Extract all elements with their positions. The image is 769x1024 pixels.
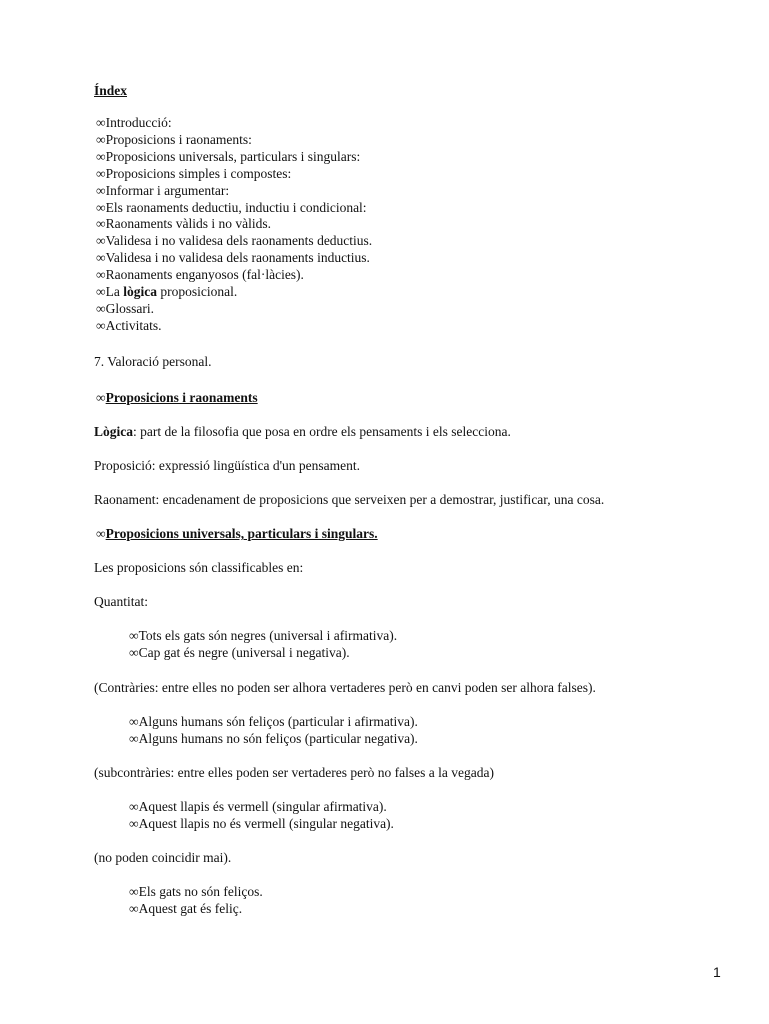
bullet-symbol: ∞	[96, 233, 106, 249]
bullet-symbol: ∞	[96, 115, 106, 130]
gats-examples	[129, 883, 263, 917]
list-item: ∞Alguns humans no són feliços (particular negativa).	[129, 731, 418, 746]
no-coincidir-note: (no poden coincidir mai).	[94, 850, 232, 865]
section-heading-proposicions-universals: ∞Proposicions universals, particulars i singulars.	[96, 526, 378, 541]
particular-examples	[129, 713, 418, 747]
logica-definition: Lògica: part de la filosofia que posa en ordre els pensaments i els selecciona.	[94, 424, 511, 439]
toc-item: ∞Validesa i no validesa dels raonaments inductius.	[96, 250, 370, 266]
bullet-symbol: ∞	[96, 199, 106, 215]
bullet-symbol: ∞	[96, 216, 106, 232]
toc-item: ∞Proposicions universals, particulars i singulars:	[96, 148, 361, 164]
singular-examples	[129, 798, 394, 832]
universal-examples	[129, 627, 397, 661]
page-title: Índex	[94, 83, 128, 98]
classification-intro: Les proposicions són classificables en:	[94, 560, 304, 575]
bullet-symbol: ∞	[96, 165, 106, 181]
contraries-note: (Contràries: entre elles no poden ser alhora vertaderes però en canvi poden ser alhora falses).	[94, 680, 596, 695]
list-item: ∞Cap gat és negre (universal i negativa).	[129, 645, 350, 660]
bullet-symbol: ∞	[129, 884, 139, 899]
subcontraries-note: (subcontràries: entre elles poden ser vertaderes però no falses a la vegada)	[94, 765, 494, 780]
bullet-symbol: ∞	[129, 645, 139, 660]
toc-item: ∞La lògica proposicional.	[96, 284, 238, 300]
toc-item: ∞Activitats.	[96, 317, 162, 333]
bullet-symbol: ∞	[129, 901, 139, 916]
toc-item: ∞Raonaments vàlids i no vàlids.	[96, 216, 271, 232]
toc-item: ∞Raonaments enganyosos (fal·làcies).	[96, 267, 304, 283]
bullet-symbol: ∞	[129, 714, 139, 729]
page-number: 1	[713, 964, 721, 980]
valoracio-personal: 7. Valoració personal.	[94, 354, 212, 369]
list-item: ∞Els gats no són feliços.	[129, 884, 263, 899]
bullet-symbol: ∞	[96, 317, 106, 333]
bullet-symbol: ∞	[129, 816, 139, 831]
bullet-symbol: ∞	[129, 628, 139, 643]
list-item: ∞Aquest gat és feliç.	[129, 901, 243, 916]
bullet-symbol: ∞	[96, 182, 106, 198]
toc-item: ∞Proposicions i raonaments:	[96, 131, 252, 147]
toc-item: ∞Proposicions simples i compostes:	[96, 165, 292, 181]
bullet-symbol: ∞	[96, 284, 106, 300]
toc-item: ∞Glossari.	[96, 300, 154, 316]
table-of-contents	[96, 115, 372, 335]
toc-item: ∞Els raonaments deductiu, inductiu i condicional:	[96, 199, 367, 215]
bullet-symbol: ∞	[129, 799, 139, 814]
bullet-symbol: ∞	[96, 390, 106, 405]
raonament-definition: Raonament: encadenament de proposicions que serveixen per a demostrar, justificar, una cosa.	[94, 492, 605, 507]
toc-item: ∞Validesa i no validesa dels raonaments deductius.	[96, 233, 373, 249]
list-item: ∞Tots els gats són negres (universal i afirmativa).	[129, 628, 398, 643]
proposicio-definition: Proposició: expressió lingüística d'un pensament.	[94, 458, 361, 473]
list-item: ∞Alguns humans són feliços (particular i afirmativa).	[129, 714, 418, 729]
bullet-symbol: ∞	[96, 131, 106, 147]
bullet-symbol: ∞	[96, 300, 106, 316]
bullet-symbol: ∞	[96, 148, 106, 164]
section-heading-proposicions-raonaments: ∞Proposicions i raonaments	[96, 390, 258, 405]
bullet-symbol: ∞	[96, 250, 106, 266]
toc-item: ∞Informar i argumentar:	[96, 182, 230, 198]
quantitat-label: Quantitat:	[94, 594, 148, 609]
list-item: ∞Aquest llapis no és vermell (singular negativa).	[129, 816, 394, 831]
bullet-symbol: ∞	[96, 526, 106, 541]
list-item: ∞Aquest llapis és vermell (singular afirmativa).	[129, 799, 387, 814]
bullet-symbol: ∞	[129, 731, 139, 746]
toc-item: ∞Introducció:	[96, 115, 172, 130]
bullet-symbol: ∞	[96, 267, 106, 283]
